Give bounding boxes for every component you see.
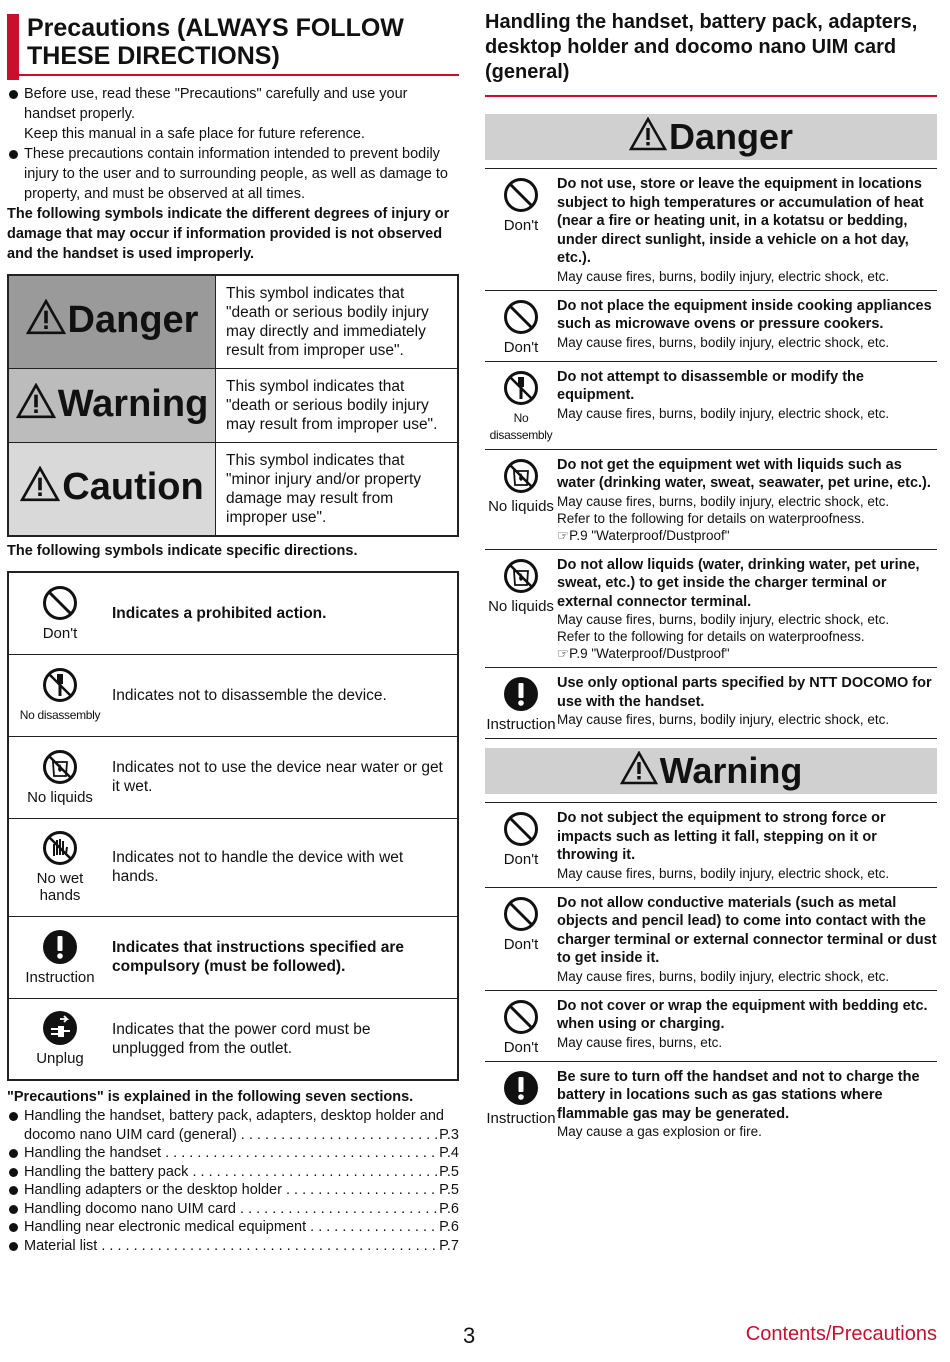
sections-note: "Precautions" is explained in the following seven sections.: [7, 1089, 414, 1105]
precaution-statement: Do not place the equipment inside cooking appliances such as microwave ovens or pressure cookers.: [557, 297, 932, 332]
precaution-text: [557, 674, 937, 733]
prohibited-icon: [503, 322, 539, 339]
precaution-text: [557, 175, 937, 285]
left-column: [7, 0, 459, 1255]
page-number: 3: [463, 1323, 476, 1348]
precaution-text: [557, 456, 937, 544]
symbol-description: Indicates that instructions specified are compulsory (must be followed).: [111, 916, 458, 998]
precaution-consequence: May cause fires, burns, bodily injury, electric shock, etc.: [557, 268, 890, 284]
precaution-consequence: May cause fires, burns, bodily injury, electric shock, etc.: [557, 493, 890, 509]
precaution-consequence: May cause fires, burns, bodily injury, electric shock, etc.: [557, 968, 890, 984]
toc-item-page: P.6: [439, 1200, 459, 1217]
unplug-icon: [42, 1033, 78, 1050]
precaution-text: [557, 368, 937, 444]
right-column: [485, 0, 937, 1145]
symbol-description: Indicates not to handle the device with wet hands.: [111, 818, 458, 916]
precaution-item: [485, 291, 937, 362]
instruction-icon: [503, 699, 539, 716]
precaution-symbol: [485, 674, 557, 733]
toc-item-page: P.5: [439, 1163, 459, 1180]
toc-item-page: P.5: [439, 1182, 459, 1198]
precaution-symbol: [485, 175, 557, 285]
precaution-text: [557, 297, 937, 356]
symbol-description: Indicates not to disassemble the device.: [111, 654, 458, 736]
contents-link[interactable]: Contents/Precautions: [745, 1323, 937, 1345]
precaution-symbol: [485, 456, 557, 544]
precaution-consequence: ☞P.9 "Waterproof/Dustproof": [557, 527, 730, 543]
precaution-statement: Be sure to turn off the handset and not to charge the battery in locations such as gas stations where flammable gas may be generated.: [557, 1068, 920, 1122]
hazard-level-description: This symbol indicates that "death or serious bodily injury may directly and immediately result from improper use".: [216, 275, 459, 369]
precaution-consequence: May cause fires, burns, bodily injury, electric shock, etc.: [557, 405, 890, 421]
no-liquids-icon: [42, 772, 78, 789]
toc-item[interactable]: [7, 1200, 459, 1219]
precaution-symbol-label: No disassembly: [489, 410, 553, 442]
precaution-consequence: May cause fires, burns, bodily injury, electric shock, etc.: [557, 612, 890, 627]
degrees-note: The following symbols indicate the different degrees of injury or damage that may occur if information provided is not observed and the handset is used improperly.: [7, 206, 450, 262]
hazard-level-row: [8, 369, 458, 443]
precaution-statement: Use only optional parts specified by NTT DOCOMO for use with the handset.: [557, 675, 932, 710]
precaution-text: [557, 894, 937, 985]
no-disassembly-icon: [503, 393, 539, 410]
toc-item-label: Material list . . .: [24, 1237, 437, 1256]
toc-item[interactable]: [7, 1237, 459, 1256]
precaution-consequence: May cause fires, burns, bodily injury, electric shock, etc.: [557, 865, 890, 881]
precaution-symbol-label: Don't: [503, 338, 539, 356]
hazard-level-description: This symbol indicates that "minor injury and/or property damage may result from improper use".: [216, 443, 459, 537]
toc-item-page: P.3: [439, 1126, 459, 1143]
toc-item-page: P.7: [439, 1237, 459, 1254]
hazard-level-description: This symbol indicates that "death or serious bodily injury may result from improper use".: [216, 369, 459, 443]
toc-item[interactable]: [7, 1144, 459, 1163]
toc-item[interactable]: [7, 1181, 459, 1200]
precaution-text: [557, 1068, 937, 1141]
symbol-cell: [8, 736, 111, 818]
prohibited-icon: [503, 919, 539, 936]
warning-band: Warning: [485, 748, 937, 794]
no-disassembly-icon: [42, 690, 78, 707]
no-wet-hands-icon: [42, 853, 78, 870]
precaution-statement: Do not subject the equipment to strong force or impacts such as letting it fall, stepping on it or throwing it.: [557, 810, 886, 863]
directions-note: The following symbols indicate specific directions.: [7, 543, 358, 559]
intro-bullet: These precautions contain information intended to prevent bodily injury to the user and to surrounding people, as well as damage to property, and must be observed at all times.: [7, 144, 459, 204]
hazard-level-label: Caution: [8, 443, 216, 537]
intro-list: [7, 84, 459, 204]
title-accent-bar: [7, 14, 19, 80]
instruction-icon: [42, 952, 78, 969]
toc-item-label: Handling docomo nano UIM card . . .: [24, 1200, 437, 1219]
precaution-statement: Do not allow conductive materials (such as metal objects and pencil lead) to come into contact with the charger terminal or external connector terminal or dust to get inside it.: [557, 894, 937, 966]
warning-triangle-icon: [26, 299, 66, 345]
symbol-row: [8, 654, 458, 736]
precaution-item: [485, 362, 937, 450]
section-title: [7, 14, 459, 76]
warning-triangle-icon: [620, 750, 658, 796]
precaution-item: [485, 991, 937, 1062]
precaution-symbol-label: No liquids: [488, 597, 554, 615]
precaution-consequence: ☞P.9 "Waterproof/Dustproof": [557, 646, 730, 661]
symbol-cell: [8, 916, 111, 998]
warning-items: [485, 802, 937, 1145]
toc-item-page: P.4: [439, 1145, 459, 1161]
toc-item[interactable]: [7, 1163, 459, 1182]
precaution-item: [485, 888, 937, 991]
precaution-statement: Do not get the equipment wet with liquids such as water (drinking water, sweat, seawater, pet urine, etc.).: [557, 456, 931, 491]
symbol-description: Indicates a prohibited action.: [112, 604, 327, 622]
precaution-symbol: [485, 1068, 557, 1141]
toc-item-label: Handling near electronic medical equipment . . .: [24, 1218, 437, 1237]
symbol-label: No disassembly: [19, 707, 101, 722]
hazard-level-label: Danger: [8, 275, 216, 369]
warning-triangle-icon: [629, 116, 667, 162]
precaution-statement: Do not cover or wrap the equipment with bedding etc. when using or charging.: [557, 997, 928, 1032]
precaution-symbol: [485, 368, 557, 444]
precaution-item: [485, 550, 937, 669]
precaution-symbol: [485, 556, 557, 663]
symbol-description: Indicates that the power cord must be unplugged from the outlet.: [111, 998, 458, 1080]
symbol-label: No liquids: [27, 788, 93, 806]
precaution-symbol-label: Instruction: [486, 716, 556, 733]
toc-item-label: Handling the handset . . .: [24, 1144, 437, 1163]
symbol-cell: [8, 572, 111, 654]
precaution-symbol-label: Don't: [503, 1038, 539, 1056]
precaution-item: [485, 802, 937, 888]
hazard-level-row: [8, 443, 458, 537]
precaution-consequence: May cause fires, burns, bodily injury, electric shock, etc.: [557, 712, 890, 727]
hazard-level-row: [8, 275, 458, 369]
precaution-item: [485, 168, 937, 291]
symbol-label: No wet hands: [36, 870, 84, 904]
precaution-symbol-label: Instruction: [486, 1109, 556, 1127]
toc-item-label: Handling the battery pack . . .: [24, 1163, 437, 1182]
no-liquids-icon: [503, 581, 539, 598]
symbol-row: [8, 916, 458, 998]
precaution-symbol: [485, 809, 557, 882]
section-heading: Handling the handset, battery pack, adapters, desktop holder and docomo nano UIM card (general): [485, 11, 918, 83]
toc-item[interactable]: Handling the handset, battery pack, adapters, desktop holder and docomo nano UIM card (general) . . . P.3: [7, 1107, 459, 1144]
symbol-row: [8, 736, 458, 818]
symbol-description: Indicates not to use the device near water or get it wet.: [111, 736, 458, 818]
toc-item-label: docomo nano UIM card (general) . . .: [24, 1126, 437, 1145]
danger-band: Danger: [485, 114, 937, 160]
toc-item-row: [24, 1126, 459, 1145]
instruction-icon: [503, 1093, 539, 1110]
symbol-row: [8, 998, 458, 1080]
precaution-symbol: [485, 997, 557, 1056]
symbol-row: [8, 818, 458, 916]
symbol-cell: [8, 818, 111, 916]
hazard-level-label: Warning: [8, 369, 216, 443]
intro-bullet: Before use, read these "Precautions" carefully and use your handset properly. Keep this manual in a safe place for future reference.: [7, 84, 459, 144]
precaution-consequence: Refer to the following for details on waterproofness.: [557, 510, 865, 526]
precaution-consequence: May cause fires, burns, bodily injury, electric shock, etc.: [557, 334, 890, 350]
toc-item-page: P.6: [439, 1219, 459, 1235]
danger-items: [485, 168, 937, 739]
toc-item[interactable]: [7, 1218, 459, 1237]
precaution-statement: Do not attempt to disassemble or modify the equipment.: [557, 368, 864, 403]
prohibited-icon: [503, 1022, 539, 1039]
precaution-text: [557, 556, 937, 663]
precaution-consequence: Refer to the following for details on waterproofness.: [557, 629, 865, 644]
symbol-label: Unplug: [36, 1050, 84, 1068]
page-title: Precautions (ALWAYS FOLLOW THESE DIRECTIONS): [27, 14, 404, 70]
symbol-label: Don't: [42, 624, 78, 642]
prohibited-icon: [503, 834, 539, 851]
precaution-symbol-label: Don't: [503, 217, 539, 234]
precaution-item: [485, 668, 937, 739]
heading-rule: [485, 95, 937, 97]
precaution-text: [557, 997, 937, 1056]
symbol-label: Instruction: [25, 968, 95, 986]
prohibited-icon: [503, 200, 539, 217]
symbol-row: [8, 572, 458, 654]
hazard-levels-table: [7, 274, 459, 537]
precaution-symbol-label: Don't: [503, 851, 539, 868]
precaution-consequence: May cause fires, burns, etc.: [557, 1034, 723, 1050]
precaution-symbol-label: No liquids: [488, 497, 554, 515]
precaution-text: [557, 809, 937, 882]
precaution-symbol: [485, 297, 557, 356]
precaution-item: [485, 450, 937, 550]
precaution-symbol: [485, 894, 557, 985]
precaution-symbol-label: Don't: [503, 935, 539, 953]
symbols-table: [7, 571, 459, 1081]
precaution-statement: Do not use, store or leave the equipment in locations subject to high temperatures or accumulation of heat (near a fire or heating unit, in a kotatsu or bedding, under direct sunlight, inside a vehicle on a hot day, etc.).: [557, 176, 924, 266]
prohibited-icon: [42, 608, 78, 625]
warning-triangle-icon: [20, 466, 60, 512]
precaution-consequence: May cause a gas explosion or fire.: [557, 1124, 762, 1139]
toc-list: [7, 1107, 459, 1255]
no-liquids-icon: [503, 481, 539, 498]
symbol-cell: [8, 998, 111, 1080]
precaution-statement: Do not allow liquids (water, drinking water, pet urine, sweat, etc.) to get inside the charger terminal or external connector terminal.: [557, 556, 920, 610]
warning-triangle-icon: [16, 383, 56, 429]
toc-item-label: Handling adapters or the desktop holder . . .: [24, 1181, 437, 1200]
precaution-item: [485, 1062, 937, 1146]
symbol-cell: [8, 654, 111, 736]
